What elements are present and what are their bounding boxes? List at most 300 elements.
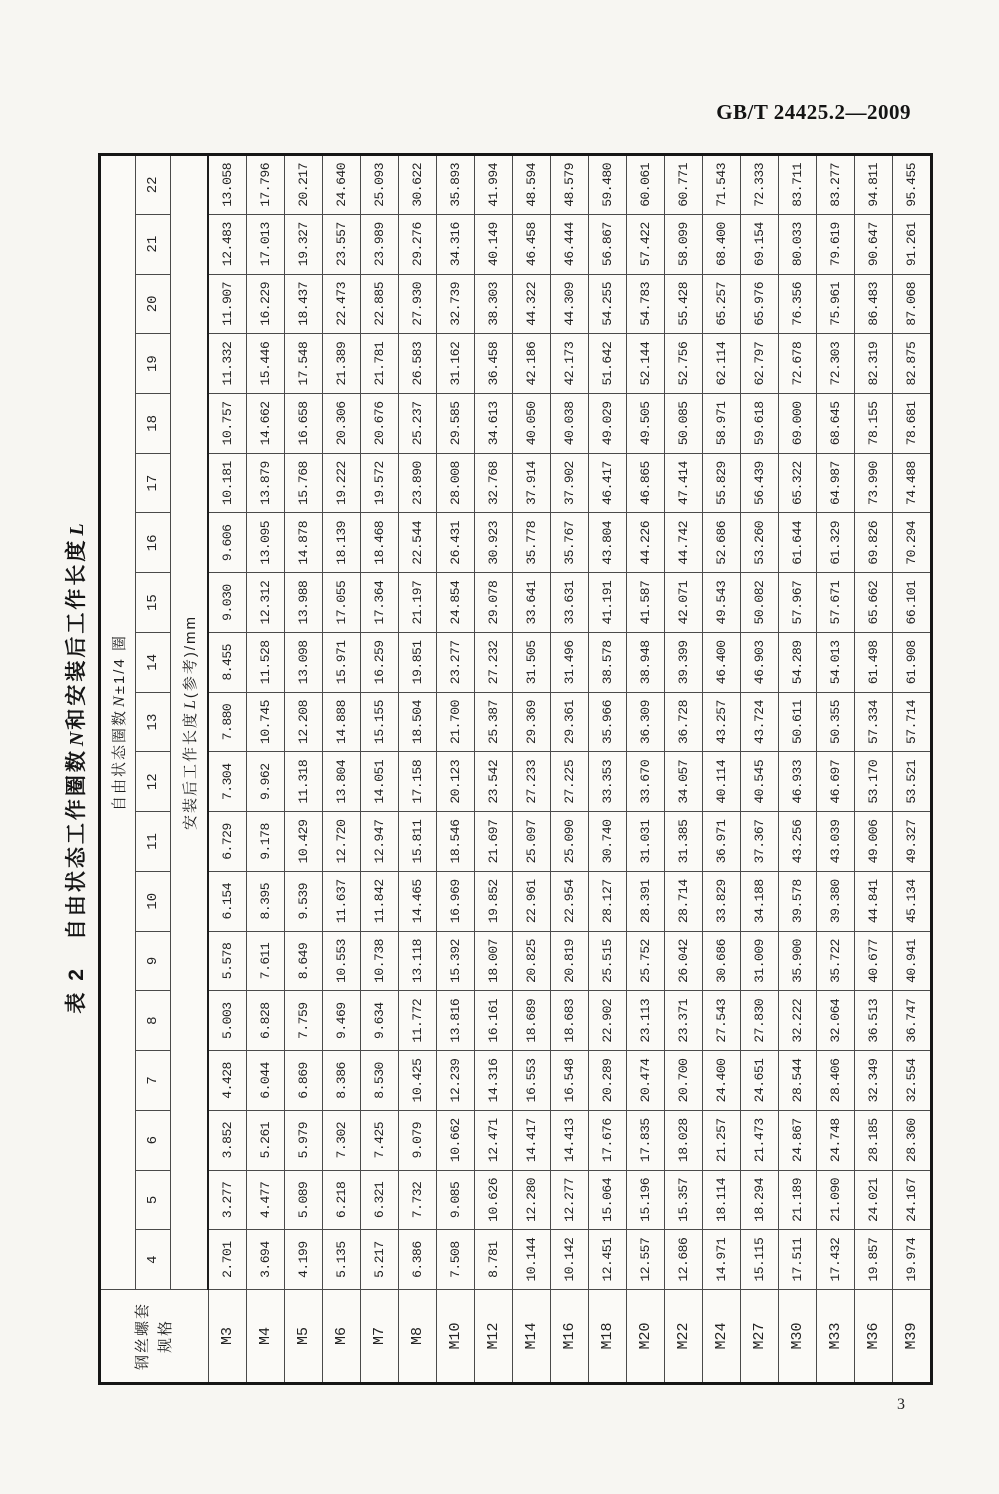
value-cell: 23.542	[475, 752, 513, 812]
value-cell: 29.276	[399, 214, 437, 274]
spec-cell: M20	[627, 1290, 665, 1384]
value-cell: 23.989	[361, 214, 399, 274]
value-cell: 40.038	[551, 393, 589, 453]
value-cell: 58.971	[703, 393, 741, 453]
value-cell: 16.658	[285, 393, 323, 453]
value-cell: 32.554	[893, 1051, 932, 1111]
spec-cell: M36	[855, 1290, 893, 1384]
value-cell: 41.994	[475, 155, 513, 215]
value-cell: 31.031	[627, 812, 665, 872]
value-cell: 69.826	[855, 513, 893, 573]
value-cell: 25.515	[589, 931, 627, 991]
value-cell: 20.825	[513, 931, 551, 991]
value-cell: 41.587	[627, 573, 665, 633]
value-cell: 27.233	[513, 752, 551, 812]
value-cell: 8.386	[323, 1051, 361, 1111]
value-cell: 46.865	[627, 453, 665, 513]
value-cell: 4.428	[208, 1051, 247, 1111]
table-body	[208, 155, 932, 1384]
value-cell: 10.553	[323, 931, 361, 991]
value-cell: 3.277	[208, 1170, 247, 1230]
value-cell: 20.306	[323, 393, 361, 453]
coil-count-cell: 6	[136, 1110, 171, 1170]
value-cell: 5.003	[208, 991, 247, 1051]
value-cell: 15.155	[361, 692, 399, 752]
table-row	[437, 155, 475, 1384]
value-cell: 19.851	[399, 632, 437, 692]
value-cell: 24.167	[893, 1170, 932, 1230]
table-row	[247, 155, 285, 1384]
value-cell: 13.988	[285, 573, 323, 633]
value-cell: 18.294	[741, 1170, 779, 1230]
value-cell: 48.579	[551, 155, 589, 215]
value-cell: 21.197	[399, 573, 437, 633]
spec-cell: M22	[665, 1290, 703, 1384]
value-cell: 25.093	[361, 155, 399, 215]
value-cell: 21.697	[475, 812, 513, 872]
value-cell: 53.521	[893, 752, 932, 812]
value-cell: 12.312	[247, 573, 285, 633]
value-cell: 61.329	[817, 513, 855, 573]
value-cell: 60.771	[665, 155, 703, 215]
value-cell: 12.239	[437, 1051, 475, 1111]
value-cell: 47.414	[665, 453, 703, 513]
value-cell: 28.360	[893, 1110, 932, 1170]
value-cell: 6.321	[361, 1170, 399, 1230]
value-cell: 34.316	[437, 214, 475, 274]
value-cell: 48.594	[513, 155, 551, 215]
spec-cell: M39	[893, 1290, 932, 1384]
value-cell: 40.149	[475, 214, 513, 274]
value-cell: 61.644	[779, 513, 817, 573]
value-cell: 34.613	[475, 393, 513, 453]
value-cell: 16.161	[475, 991, 513, 1051]
value-cell: 76.356	[779, 274, 817, 334]
value-cell: 32.064	[817, 991, 855, 1051]
value-cell: 30.923	[475, 513, 513, 573]
value-cell: 25.387	[475, 692, 513, 752]
table-row	[323, 155, 361, 1384]
value-cell: 15.357	[665, 1170, 703, 1230]
value-cell: 33.670	[627, 752, 665, 812]
value-cell: 55.829	[703, 453, 741, 513]
value-cell: 37.902	[551, 453, 589, 513]
spec-cell: M14	[513, 1290, 551, 1384]
value-cell: 4.199	[285, 1230, 323, 1290]
value-cell: 24.748	[817, 1110, 855, 1170]
coil-count-cell: 17	[136, 453, 171, 513]
value-cell: 71.543	[703, 155, 741, 215]
title-symbol-n: N	[66, 731, 88, 747]
value-cell: 32.349	[855, 1051, 893, 1111]
value-cell: 65.322	[779, 453, 817, 513]
value-cell: 64.987	[817, 453, 855, 513]
value-cell: 44.742	[665, 513, 703, 573]
value-cell: 90.647	[855, 214, 893, 274]
spec-cell: M30	[779, 1290, 817, 1384]
value-cell: 45.134	[893, 871, 932, 931]
value-cell: 69.000	[779, 393, 817, 453]
value-cell: 2.701	[208, 1230, 247, 1290]
value-cell: 7.304	[208, 752, 247, 812]
value-cell: 9.962	[247, 752, 285, 812]
value-cell: 20.123	[437, 752, 475, 812]
spec-cell: M18	[589, 1290, 627, 1384]
value-cell: 50.611	[779, 692, 817, 752]
value-cell: 37.914	[513, 453, 551, 513]
length-header-text: 安装后工作长度	[181, 711, 199, 831]
value-cell: 54.255	[589, 274, 627, 334]
value-cell: 51.642	[589, 334, 627, 394]
header-row-coils	[100, 155, 136, 1384]
coil-count-cell: 20	[136, 274, 171, 334]
value-cell: 9.634	[361, 991, 399, 1051]
value-cell: 29.585	[437, 393, 475, 453]
table-title	[60, 150, 90, 1385]
value-cell: 30.686	[703, 931, 741, 991]
coil-count-cell: 16	[136, 513, 171, 573]
value-cell: 10.662	[437, 1110, 475, 1170]
value-cell: 82.319	[855, 334, 893, 394]
value-cell: 70.294	[893, 513, 932, 573]
value-cell: 11.528	[247, 632, 285, 692]
value-cell: 36.458	[475, 334, 513, 394]
corner-header-line2: 规格	[157, 1319, 175, 1354]
value-cell: 24.640	[323, 155, 361, 215]
value-cell: 49.006	[855, 812, 893, 872]
value-cell: 35.900	[779, 931, 817, 991]
value-cell: 13.816	[437, 991, 475, 1051]
value-cell: 10.738	[361, 931, 399, 991]
value-cell: 22.954	[551, 871, 589, 931]
value-cell: 12.483	[208, 214, 247, 274]
value-cell: 15.064	[589, 1170, 627, 1230]
value-cell: 29.369	[513, 692, 551, 752]
value-cell: 12.947	[361, 812, 399, 872]
value-cell: 17.432	[817, 1230, 855, 1290]
value-cell: 46.903	[741, 632, 779, 692]
corner-header-line1: 钢丝螺套	[134, 1302, 151, 1371]
value-cell: 9.079	[399, 1110, 437, 1170]
value-cell: 7.302	[323, 1110, 361, 1170]
value-cell: 16.548	[551, 1051, 589, 1111]
value-cell: 15.446	[247, 334, 285, 394]
coil-count-cell: 9	[136, 931, 171, 991]
value-cell: 7.611	[247, 931, 285, 991]
value-cell: 8.649	[285, 931, 323, 991]
value-cell: 15.768	[285, 453, 323, 513]
value-cell: 20.700	[665, 1051, 703, 1111]
value-cell: 43.039	[817, 812, 855, 872]
value-cell: 6.218	[323, 1170, 361, 1230]
corner-header-cell	[100, 1290, 209, 1384]
value-cell: 23.890	[399, 453, 437, 513]
value-cell: 11.318	[285, 752, 323, 812]
value-cell: 17.364	[361, 573, 399, 633]
value-cell: 83.711	[779, 155, 817, 215]
value-cell: 7.425	[361, 1110, 399, 1170]
value-cell: 19.857	[855, 1230, 893, 1290]
value-cell: 22.885	[361, 274, 399, 334]
value-cell: 60.061	[627, 155, 665, 215]
value-cell: 39.380	[817, 871, 855, 931]
value-cell: 42.173	[551, 334, 589, 394]
spec-cell: M24	[703, 1290, 741, 1384]
value-cell: 40.050	[513, 393, 551, 453]
value-cell: 44.841	[855, 871, 893, 931]
value-cell: 31.505	[513, 632, 551, 692]
value-cell: 31.385	[665, 812, 703, 872]
value-cell: 14.662	[247, 393, 285, 453]
value-cell: 59.618	[741, 393, 779, 453]
value-cell: 40.677	[855, 931, 893, 991]
value-cell: 10.745	[247, 692, 285, 752]
value-cell: 9.539	[285, 871, 323, 931]
value-cell: 68.645	[817, 393, 855, 453]
value-cell: 17.013	[247, 214, 285, 274]
value-cell: 5.979	[285, 1110, 323, 1170]
value-cell: 36.971	[703, 812, 741, 872]
value-cell: 16.259	[361, 632, 399, 692]
coil-count-cell: 19	[136, 334, 171, 394]
value-cell: 24.867	[779, 1110, 817, 1170]
value-cell: 27.225	[551, 752, 589, 812]
value-cell: 66.101	[893, 573, 932, 633]
value-cell: 26.042	[665, 931, 703, 991]
value-cell: 11.332	[208, 334, 247, 394]
value-cell: 65.976	[741, 274, 779, 334]
value-cell: 56.867	[589, 214, 627, 274]
value-cell: 62.797	[741, 334, 779, 394]
table-row	[551, 155, 589, 1384]
value-cell: 12.277	[551, 1170, 589, 1230]
value-cell: 46.417	[589, 453, 627, 513]
rotated-table-block	[60, 150, 920, 1385]
value-cell: 17.511	[779, 1230, 817, 1290]
value-cell: 49.327	[893, 812, 932, 872]
value-cell: 44.226	[627, 513, 665, 573]
value-cell: 20.819	[551, 931, 589, 991]
value-cell: 46.400	[703, 632, 741, 692]
value-cell: 33.353	[589, 752, 627, 812]
value-cell: 43.257	[703, 692, 741, 752]
value-cell: 22.473	[323, 274, 361, 334]
value-cell: 28.406	[817, 1051, 855, 1111]
value-cell: 69.154	[741, 214, 779, 274]
value-cell: 72.333	[741, 155, 779, 215]
value-cell: 5.089	[285, 1170, 323, 1230]
table-row	[855, 155, 893, 1384]
value-cell: 72.303	[817, 334, 855, 394]
table-row	[741, 155, 779, 1384]
value-cell: 50.082	[741, 573, 779, 633]
value-cell: 18.504	[399, 692, 437, 752]
length-header-cell	[171, 155, 209, 1290]
value-cell: 26.431	[437, 513, 475, 573]
value-cell: 21.781	[361, 334, 399, 394]
spec-cell: M8	[399, 1290, 437, 1384]
value-cell: 27.830	[741, 991, 779, 1051]
value-cell: 35.778	[513, 513, 551, 573]
coil-count-cell: 12	[136, 752, 171, 812]
value-cell: 26.583	[399, 334, 437, 394]
value-cell: 57.422	[627, 214, 665, 274]
value-cell: 16.969	[437, 871, 475, 931]
value-cell: 35.767	[551, 513, 589, 573]
value-cell: 52.686	[703, 513, 741, 573]
value-cell: 9.606	[208, 513, 247, 573]
value-cell: 23.277	[437, 632, 475, 692]
value-cell: 22.902	[589, 991, 627, 1051]
value-cell: 72.678	[779, 334, 817, 394]
value-cell: 58.099	[665, 214, 703, 274]
table-row	[399, 155, 437, 1384]
value-cell: 19.222	[323, 453, 361, 513]
value-cell: 52.756	[665, 334, 703, 394]
value-cell: 27.930	[399, 274, 437, 334]
value-cell: 6.828	[247, 991, 285, 1051]
coils-header-tolerance: ±1/4 圈	[110, 634, 128, 695]
value-cell: 14.051	[361, 752, 399, 812]
spec-cell: M12	[475, 1290, 513, 1384]
value-cell: 28.185	[855, 1110, 893, 1170]
coil-count-cell: 7	[136, 1051, 171, 1111]
value-cell: 13.058	[208, 155, 247, 215]
value-cell: 31.496	[551, 632, 589, 692]
value-cell: 10.626	[475, 1170, 513, 1230]
value-cell: 5.217	[361, 1230, 399, 1290]
value-cell: 82.875	[893, 334, 932, 394]
value-cell: 8.530	[361, 1051, 399, 1111]
value-cell: 6.869	[285, 1051, 323, 1111]
value-cell: 12.451	[589, 1230, 627, 1290]
coils-header-symbol-n: N	[110, 696, 128, 707]
value-cell: 9.178	[247, 812, 285, 872]
value-cell: 20.474	[627, 1051, 665, 1111]
value-cell: 73.990	[855, 453, 893, 513]
value-cell: 57.334	[855, 692, 893, 752]
table-row	[893, 155, 932, 1384]
value-cell: 40.114	[703, 752, 741, 812]
value-cell: 57.967	[779, 573, 817, 633]
value-cell: 19.327	[285, 214, 323, 274]
value-cell: 18.139	[323, 513, 361, 573]
value-cell: 80.033	[779, 214, 817, 274]
value-cell: 56.439	[741, 453, 779, 513]
spec-cell: M7	[361, 1290, 399, 1384]
value-cell: 12.208	[285, 692, 323, 752]
value-cell: 21.090	[817, 1170, 855, 1230]
value-cell: 5.578	[208, 931, 247, 991]
value-cell: 8.781	[475, 1230, 513, 1290]
value-cell: 62.114	[703, 334, 741, 394]
value-cell: 18.007	[475, 931, 513, 991]
table-row	[589, 155, 627, 1384]
value-cell: 14.417	[513, 1110, 551, 1170]
value-cell: 52.144	[627, 334, 665, 394]
value-cell: 14.413	[551, 1110, 589, 1170]
value-cell: 78.681	[893, 393, 932, 453]
value-cell: 30.622	[399, 155, 437, 215]
value-cell: 74.488	[893, 453, 932, 513]
value-cell: 53.260	[741, 513, 779, 573]
value-cell: 75.961	[817, 274, 855, 334]
value-cell: 22.544	[399, 513, 437, 573]
value-cell: 25.097	[513, 812, 551, 872]
value-cell: 46.697	[817, 752, 855, 812]
value-cell: 7.508	[437, 1230, 475, 1290]
coils-header-text: 自由状态圈数	[110, 708, 128, 811]
value-cell: 50.355	[817, 692, 855, 752]
value-cell: 23.371	[665, 991, 703, 1051]
value-cell: 36.747	[893, 991, 932, 1051]
value-cell: 15.392	[437, 931, 475, 991]
value-cell: 28.714	[665, 871, 703, 931]
coil-count-cell: 15	[136, 573, 171, 633]
coil-count-cell: 5	[136, 1170, 171, 1230]
coil-count-cell: 10	[136, 871, 171, 931]
value-cell: 10.144	[513, 1230, 551, 1290]
table-row	[627, 155, 665, 1384]
table-title-prefix: 表 2	[65, 966, 88, 1014]
value-cell: 21.257	[703, 1110, 741, 1170]
value-cell: 35.893	[437, 155, 475, 215]
value-cell: 6.154	[208, 871, 247, 931]
value-cell: 33.829	[703, 871, 741, 931]
value-cell: 10.181	[208, 453, 247, 513]
value-cell: 25.237	[399, 393, 437, 453]
value-cell: 24.651	[741, 1051, 779, 1111]
value-cell: 78.155	[855, 393, 893, 453]
value-cell: 19.572	[361, 453, 399, 513]
value-cell: 15.115	[741, 1230, 779, 1290]
value-cell: 32.768	[475, 453, 513, 513]
value-cell: 16.229	[247, 274, 285, 334]
value-cell: 25.752	[627, 931, 665, 991]
value-cell: 87.068	[893, 274, 932, 334]
value-cell: 14.971	[703, 1230, 741, 1290]
page-number: 3	[897, 1396, 905, 1413]
value-cell: 42.186	[513, 334, 551, 394]
value-cell: 79.619	[817, 214, 855, 274]
value-cell: 5.135	[323, 1230, 361, 1290]
value-cell: 43.256	[779, 812, 817, 872]
value-cell: 23.557	[323, 214, 361, 274]
value-cell: 10.429	[285, 812, 323, 872]
value-cell: 20.217	[285, 155, 323, 215]
value-cell: 18.437	[285, 274, 323, 334]
value-cell: 54.783	[627, 274, 665, 334]
spec-cell: M5	[285, 1290, 323, 1384]
value-cell: 38.948	[627, 632, 665, 692]
value-cell: 14.878	[285, 513, 323, 573]
value-cell: 42.071	[665, 573, 703, 633]
value-cell: 46.458	[513, 214, 551, 274]
table-row	[665, 155, 703, 1384]
value-cell: 7.759	[285, 991, 323, 1051]
value-cell: 18.114	[703, 1170, 741, 1230]
value-cell: 20.289	[589, 1051, 627, 1111]
value-cell: 21.389	[323, 334, 361, 394]
value-cell: 37.367	[741, 812, 779, 872]
value-cell: 13.098	[285, 632, 323, 692]
value-cell: 38.303	[475, 274, 513, 334]
value-cell: 39.399	[665, 632, 703, 692]
value-cell: 12.557	[627, 1230, 665, 1290]
value-cell: 32.222	[779, 991, 817, 1051]
value-cell: 57.671	[817, 573, 855, 633]
value-cell: 7.732	[399, 1170, 437, 1230]
